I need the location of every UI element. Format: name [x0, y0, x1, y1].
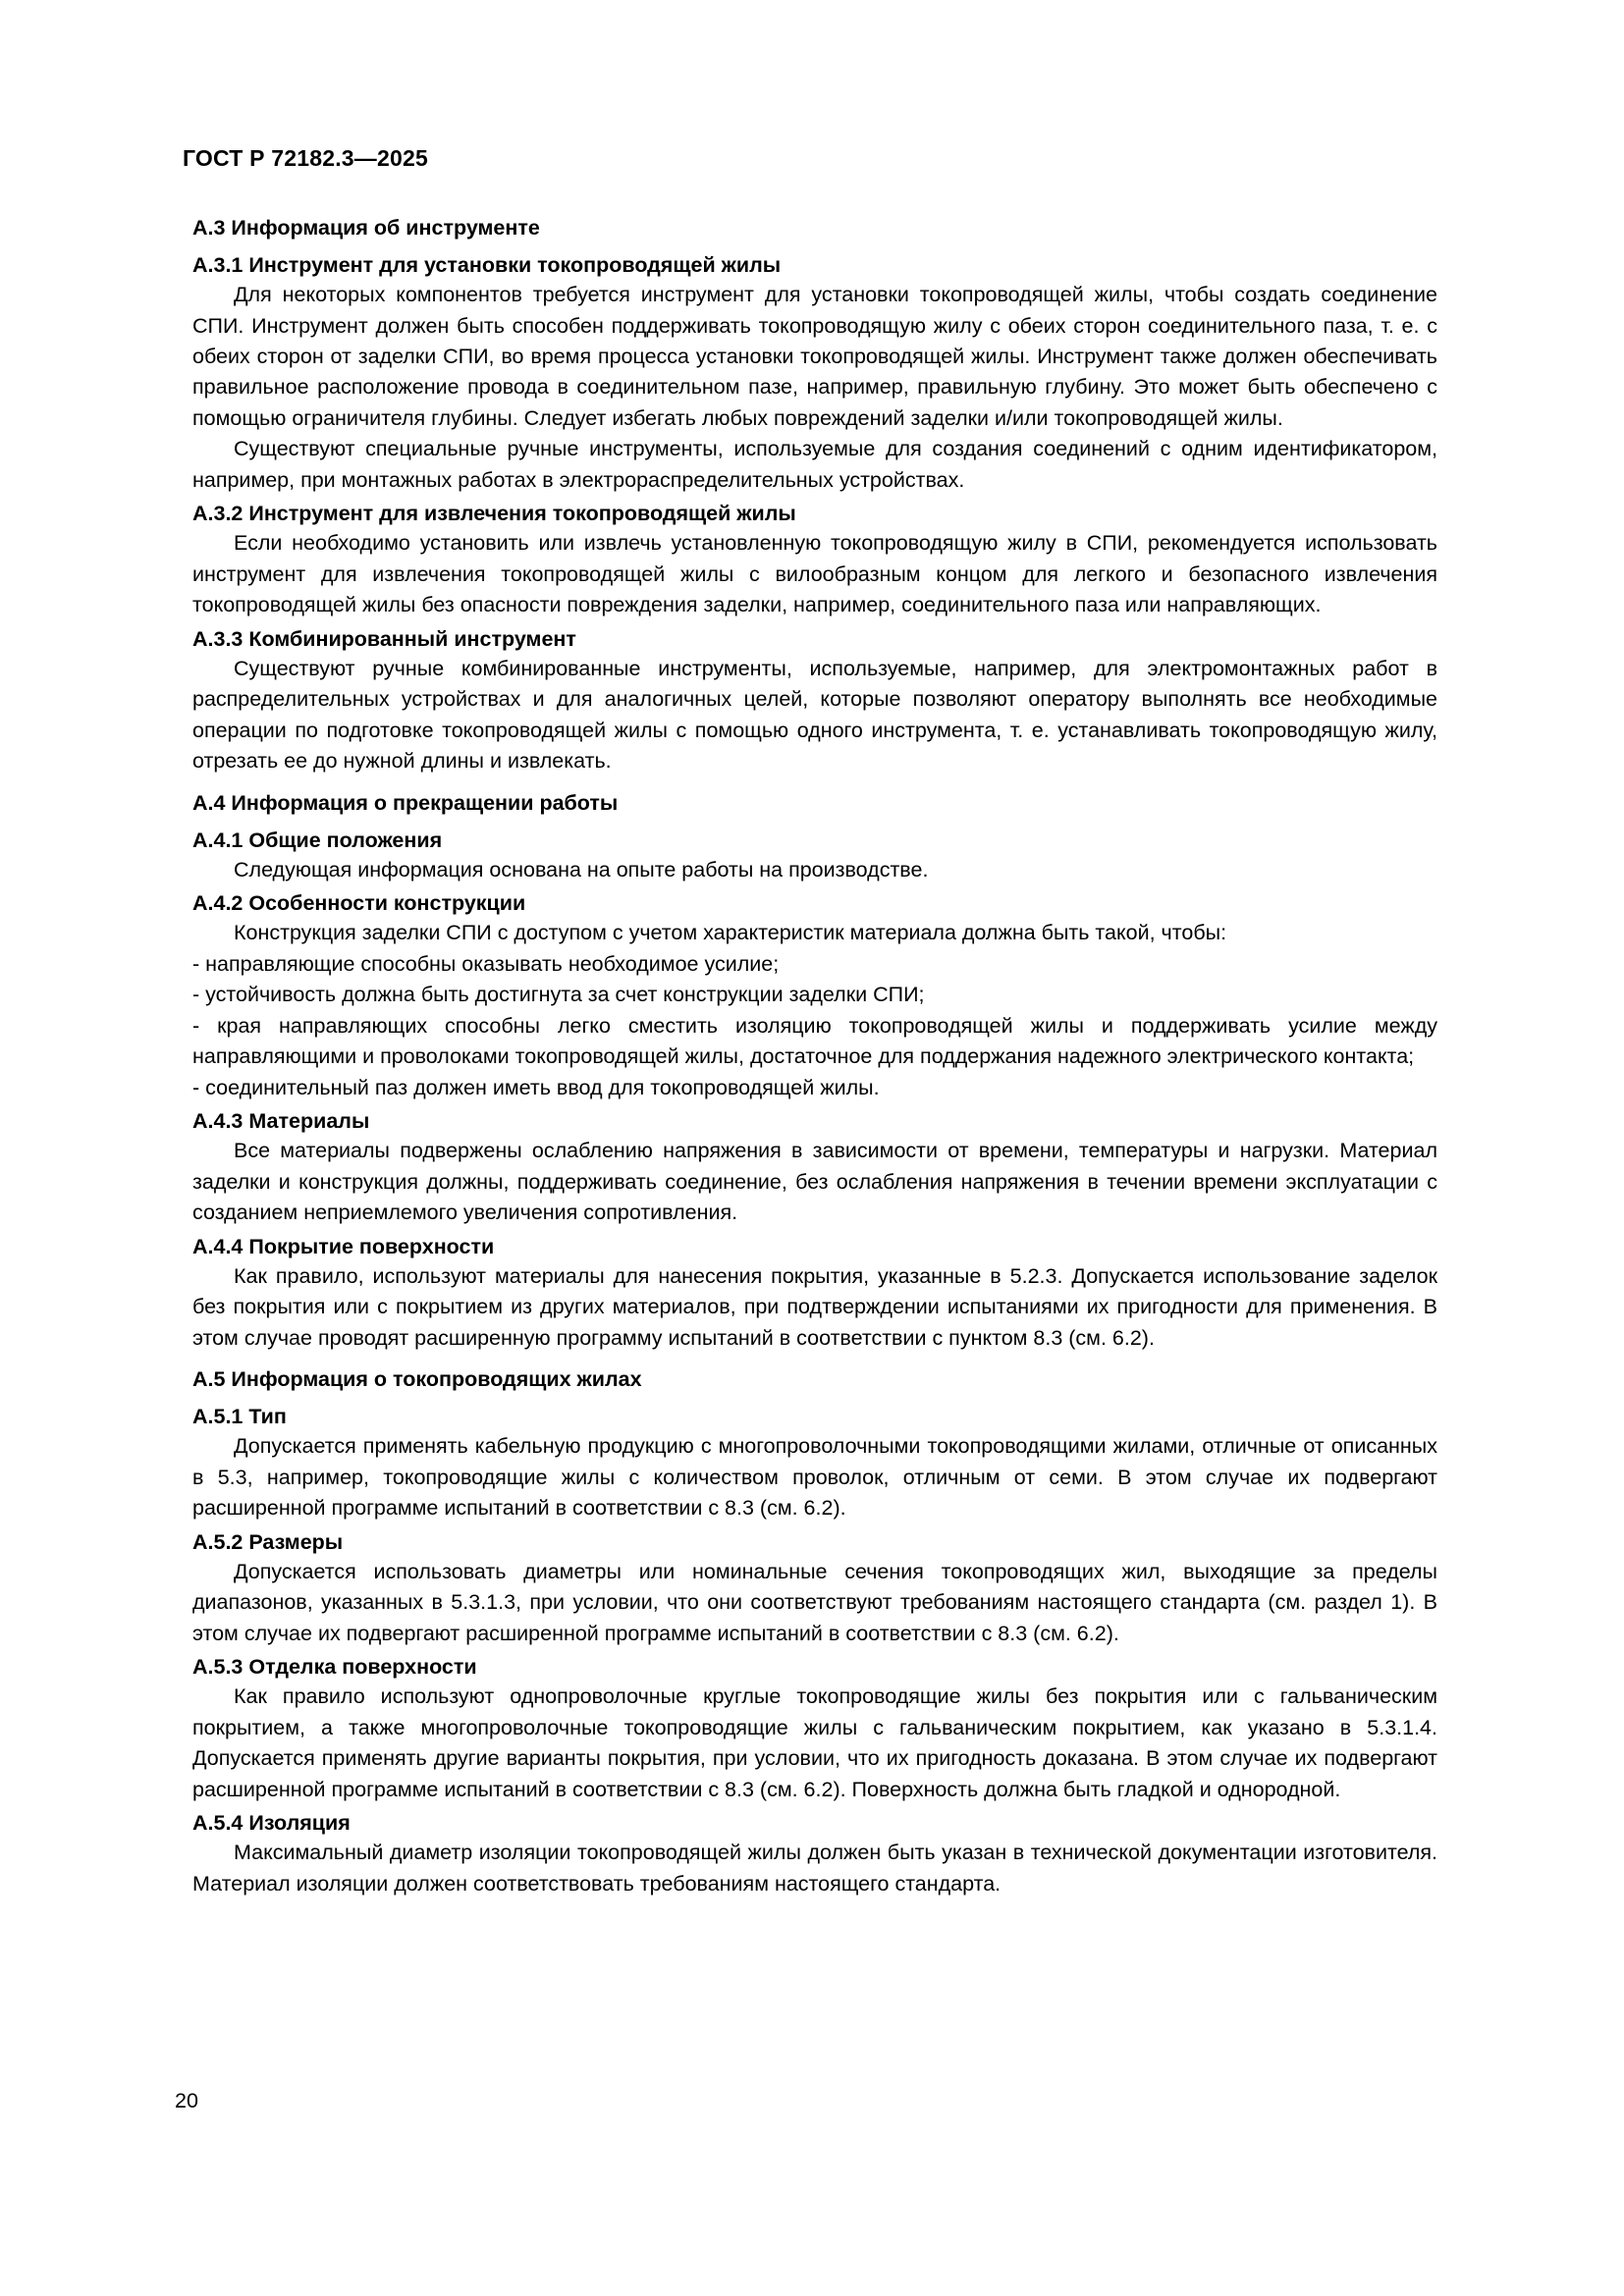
section-a5 — [192, 1365, 1437, 1899]
subsection-heading: А.4.4 Покрытие поверхности — [192, 1234, 495, 1258]
paragraph: Если необходимо установить или извлечь установленную токопроводящую жилу в СПИ, рекомендуется использовать инструмент для извлечения токопроводящей жилы с вилообразным концом для легкого и безопасного извлечения токопроводящей жилы без опасности повреждения заделки, например, соединительного паза или направляющих. — [192, 531, 1437, 617]
paragraph: Допускается использовать диаметры или номинальные сечения токопроводящих жил, выходящие за пределы диапазонов, указанных в 5.3.1.3, при условии, что они соответствуют требованиям настоящего стандарта (см. раздел 1). В этом случае их подвергают расширенной программе испытаний в соответствии с 8.3 (см. 6.2). — [192, 1559, 1437, 1645]
section-a3 — [192, 214, 1437, 777]
subsection-heading: А.3.1 Инструмент для установки токопроводящей жилы — [192, 253, 782, 278]
section-heading: А.4 Информация о прекращении работы — [192, 790, 619, 815]
subsection-heading: А.4.3 Материалы — [192, 1109, 370, 1134]
subsection-heading: А.4.2 Особенности конструкции — [192, 891, 526, 916]
subsection-heading: А.5.3 Отделка поверхности — [192, 1655, 477, 1680]
subsection-heading: А.5.4 Изоляция — [192, 1811, 351, 1836]
list-item: - соединительный паз должен иметь ввод для токопроводящей жилы. — [192, 1075, 880, 1099]
paragraph: Максимальный диаметр изоляции токопроводящей жилы должен быть указан в технической документации изготовителя. Материал изоляции должен соответствовать требованиям настоящего стандарта. — [192, 1841, 1437, 1896]
page-content — [192, 214, 1437, 1899]
list-item: - края направляющих способны легко сместить изоляцию токопроводящей жилы и поддерживать усилие между направляющими и проволоками токопроводящей жилы, достаточное для поддержания надежного электрического контакта; — [192, 1013, 1437, 1069]
paragraph: Как правило используют однопроволочные круглые токопроводящие жилы без покрытия или с гальваническим покрытием, а также многопроволочные токопроводящие жилы с гальваническим покрытием, как указано в 5.3.1.4. Допускается применять другие варианты покрытия, при условии, что их пригодность доказана. В этом случае их подвергают расширенной программе испытаний в соответствии с 8.3 (см. 6.2). Поверхность должна быть гладкой и однородной. — [192, 1684, 1437, 1801]
section-heading: А.3 Информация об инструменте — [192, 216, 540, 240]
paragraph: Существуют специальные ручные инструменты, используемые для создания соединений с одним идентификатором, например, при монтажных работах в электрораспределительных устройствах. — [192, 437, 1437, 492]
subsection-heading: А.3.2 Инструмент для извлечения токопроводящей жилы — [192, 502, 796, 526]
paragraph: Конструкция заделки СПИ с доступом с учетом характеристик материала должна быть такой, чтобы: — [234, 921, 1227, 945]
paragraph: Допускается применять кабельную продукцию с многопроволочными токопроводящими жилами, отличные от описанных в 5.3, например, токопроводящие жилы с количеством проволок, отличным от семи. В этом случае их подвергают расширенной программе испытаний в соответствии с 8.3 (см. 6.2). — [192, 1434, 1437, 1521]
paragraph: Существуют ручные комбинированные инструменты, используемые, например, для электромонтажных работ в распределительных устройствах и для аналогичных целей, которые позволяют оператору выполнять все необходимые операции по подготовке токопроводящей жилы с помощью одного инструмента, т. е. устанавливать токопроводящую жилу, отрезать ее до нужной длины и извлекать. — [192, 656, 1437, 774]
paragraph: Для некоторых компонентов требуется инструмент для установки токопроводящей жилы, чтобы создать соединение СПИ. Инструмент должен быть способен поддерживать токопроводящую жилу с обеих сторон соединительного паза, т. е. с обеих сторон от заделки СПИ, во время процесса установки токопроводящей жилы. Инструмент также должен обеспечивать правильное расположение провода в соединительном пазе, например, правильную глубину. Это может быть обеспечено с помощью ограничителя глубины. Следует избегать любых повреждений заделки и/или токопроводящей жилы. — [192, 283, 1437, 430]
paragraph: Следующая информация основана на опыте работы на производстве. — [234, 857, 929, 881]
list-item: - устойчивость должна быть достигнута за счет конструкции заделки СПИ; — [192, 983, 925, 1007]
subsection-heading: А.3.3 Комбинированный инструмент — [192, 626, 576, 651]
subsection-heading: А.5.1 Тип — [192, 1405, 287, 1429]
subsection-heading: А.5.2 Размеры — [192, 1529, 344, 1554]
page-number: 20 — [175, 2089, 198, 2112]
section-a4 — [192, 789, 1437, 1354]
page-header: ГОСТ Р 72182.3—2025 — [183, 145, 428, 171]
subsection-heading: А.4.1 Общие положения — [192, 828, 443, 852]
list-item: - направляющие способны оказывать необходимое усилие; — [192, 951, 780, 976]
section-heading: А.5 Информация о токопроводящих жилах — [192, 1367, 642, 1392]
paragraph: Все материалы подвержены ослаблению напряжения в зависимости от времени, температуры и нагрузки. Материал заделки и конструкция должны, поддерживать соединение, без ослабления напряжения в течении времени эксплуатации с созданием неприемлемого увеличения сопротивления. — [192, 1139, 1437, 1225]
paragraph: Как правило, используют материалы для нанесения покрытия, указанные в 5.2.3. Допускается использование заделок без покрытия или с покрытием из других материалов, при подтверждении испытаниями их пригодности для применения. В этом случае проводят расширенную программу испытаний в соответствии с пунктом 8.3 (см. 6.2). — [192, 1263, 1437, 1350]
